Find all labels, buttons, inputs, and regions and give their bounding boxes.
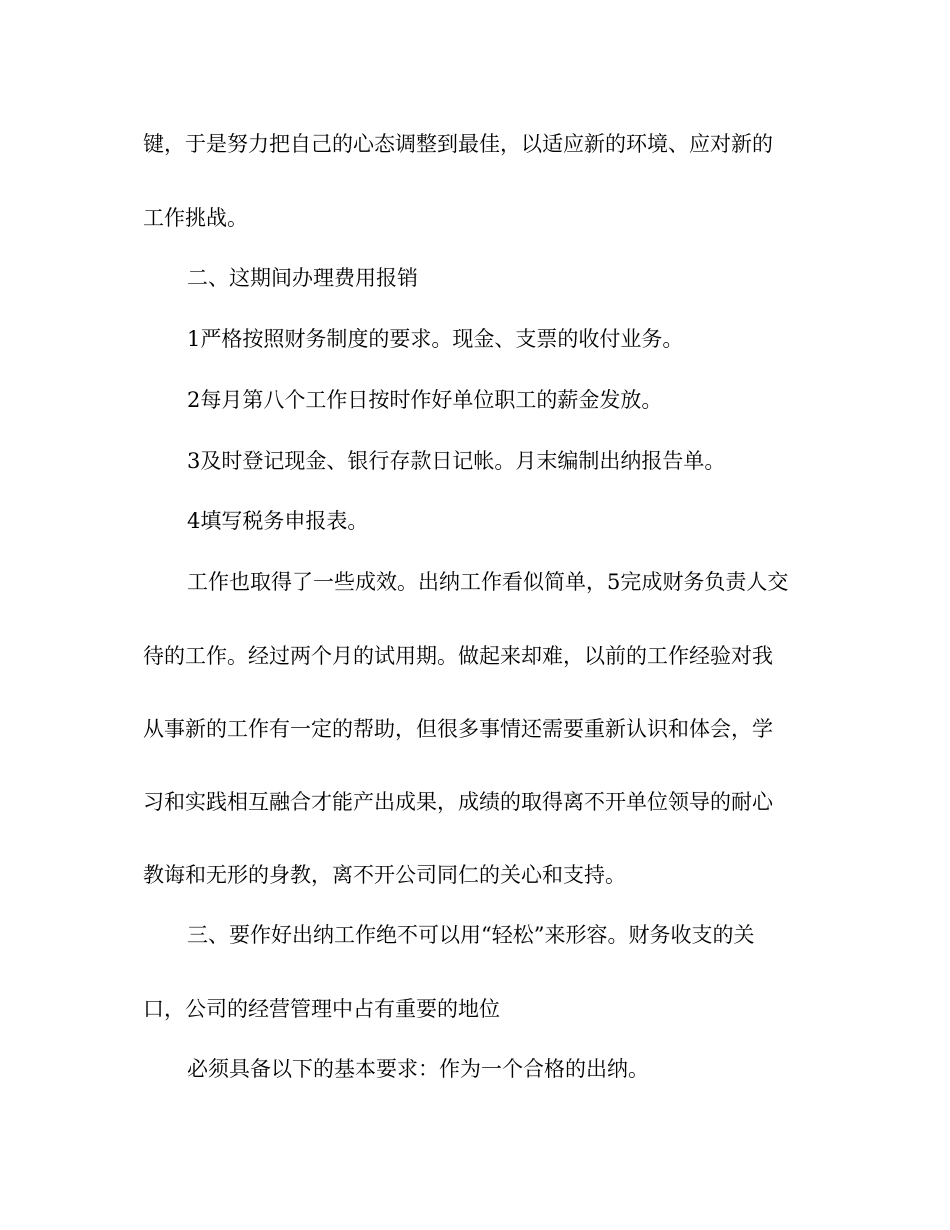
list-item: 3及时登记现金、银行存款日记帐。月末编制出纳报告单。	[187, 449, 726, 473]
text-line: 教诲和无形的身教，离不开公司同仁的关心和支持。	[143, 863, 626, 887]
list-item: 2每月第八个工作日按时作好单位职工的薪金发放。	[187, 388, 663, 412]
list-item: 4填写税务申报表。	[187, 509, 369, 533]
section-heading: 三、要作好出纳工作绝不可以用“轻松”来形容。财务收支的关	[187, 923, 755, 947]
text-line: 从事新的工作有一定的帮助，但很多事情还需要重新认识和体会，学	[143, 717, 773, 741]
text-line: 键，于是努力把自己的心态调整到最佳，以适应新的环境、应对新的	[143, 132, 773, 156]
section-heading: 二、这期间办理费用报销	[187, 266, 418, 290]
text-line: 工作挑战。	[143, 206, 248, 230]
text-line: 口，公司的经营管理中占有重要的地位	[143, 997, 500, 1021]
list-item: 1严格按照财务制度的要求。现金、支票的收付业务。	[187, 327, 684, 351]
text-line: 必须具备以下的基本要求：作为一个合格的出纳。	[187, 1057, 649, 1081]
text-line: 工作也取得了一些成效。出纳工作看似简单，5完成财务负责人交	[187, 570, 789, 594]
text-line: 待的工作。经过两个月的试用期。做起来却难，以前的工作经验对我	[143, 644, 773, 668]
text-line: 习和实践相互融合才能产出成果，成绩的取得离不开单位领导的耐心	[143, 790, 773, 814]
